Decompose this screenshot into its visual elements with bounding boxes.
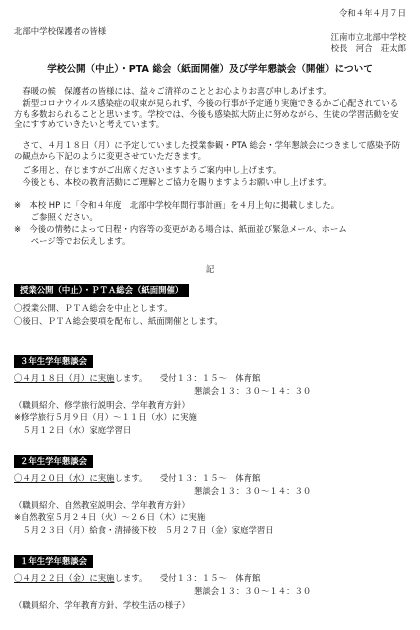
meeting-time: 懇談会１３：３０～１４：３０: [194, 586, 312, 596]
meeting-reception: します。 受付１３：１５～ 体育館: [114, 373, 261, 383]
meeting-reception: します。 受付１３：１５～ 体育館: [114, 473, 261, 483]
issuer-school: 江南市立北部中学校: [330, 32, 406, 42]
body-paragraph: 春暖の候 保護者の皆様には、益々ご清祥のこととお心よりお喜び申しあげます。: [14, 86, 332, 96]
section-line: ５月２３日（月）給食・清掃後下校 ５月２７日（金）家庭学習日: [14, 525, 274, 535]
meeting-date: 〇４月１８日（月）に実施: [14, 373, 115, 383]
meeting-date-line: [14, 373, 260, 384]
note-line: ページ等でお伝えします。: [14, 236, 131, 246]
section-heading-grade2: ２年生学年懇談会: [14, 455, 93, 468]
section-line: ５月１２日（水）家庭学習日: [14, 425, 132, 435]
document-title: 学校公開（中止）・PTA 総会（紙面開催）及び学年懇談会（開催）について: [47, 64, 373, 75]
section-heading-grade1: １年生学年懇談会: [14, 555, 93, 568]
note-line: ※ 本校 HP に「令和４年度 北部中学校年間行事計画」を４月上旬に掲載しました。: [14, 200, 340, 210]
meeting-date: 〇４月２２日（金）に実施: [14, 573, 115, 583]
body-paragraph: 今後とも、本校の教育活動にご理解とご協力を賜りますようお願い申し上げます。: [14, 177, 332, 187]
section-line: ※自然教室５月２４日（火）～２６日（木）に実施: [14, 512, 206, 522]
section-line: ※修学旅行５月９日（月）～１１日（水）に実施: [14, 412, 197, 422]
body-paragraph: さて、４月１８日（月）に予定していました授業参観・PTA 総会・学年懇談会につきまして感染予防の観点から下記のように変更させていただきます。: [14, 140, 401, 161]
note-line: ご参照ください。: [14, 212, 98, 222]
meeting-date-line: [14, 573, 260, 584]
section-line: 〇後日、ＰＴＡ総会要項を配布し、紙面開催とします。: [14, 316, 223, 326]
body-paragraph: ご多用と、存じますがご出席くださいますようご案内申し上げます。: [14, 165, 282, 175]
meeting-date-line: [14, 473, 260, 484]
meeting-time: 懇談会１３：３０～１４：３０: [194, 486, 312, 496]
section-line: （職員紹介、修学旅行説明会、学年教育方針）: [14, 400, 190, 410]
meeting-reception: します。 受付１３：１５～ 体育館: [114, 573, 261, 583]
ki-mark: 記: [205, 264, 215, 274]
document-date: 令和４年４月７日: [339, 8, 406, 18]
section-line: （職員紹介、自然教室説明会、学年教育方針）: [14, 500, 190, 510]
body-paragraph: 新型コロナウイルス感染症の収束が見られず、今後の行事が予定通り実施できるかご心配されている方も多数おられることと思います。学校では、今後も感染拡大防止に努めながら、生徒の学習活動を安全にすすめていきたいと考えています。: [14, 98, 399, 129]
addressee: 北部中学校保護者の皆様: [14, 26, 107, 36]
meeting-date: 〇４月２０日（水）に実施: [14, 473, 115, 483]
section-line: 〇授業公開、ＰＴＡ総会を中止とします。: [14, 303, 173, 313]
note-line: ※ 今後の情勢によって日程・内容等の変更がある場合は、紙面並び緊急メール、ホーム: [14, 224, 347, 234]
section-heading-grade3: ３年生学年懇談会: [14, 355, 93, 368]
issuer-principal: 校長 河合 荘太郎: [330, 43, 406, 53]
section-line: （職員紹介、学年教育方針、学校生活の様子）: [14, 600, 190, 610]
meeting-time: 懇談会１３：３０～１４：３０: [194, 386, 312, 396]
section-heading-pta: 授業公開（中止）・ＰＴＡ総会（紙面開催）: [14, 284, 189, 297]
